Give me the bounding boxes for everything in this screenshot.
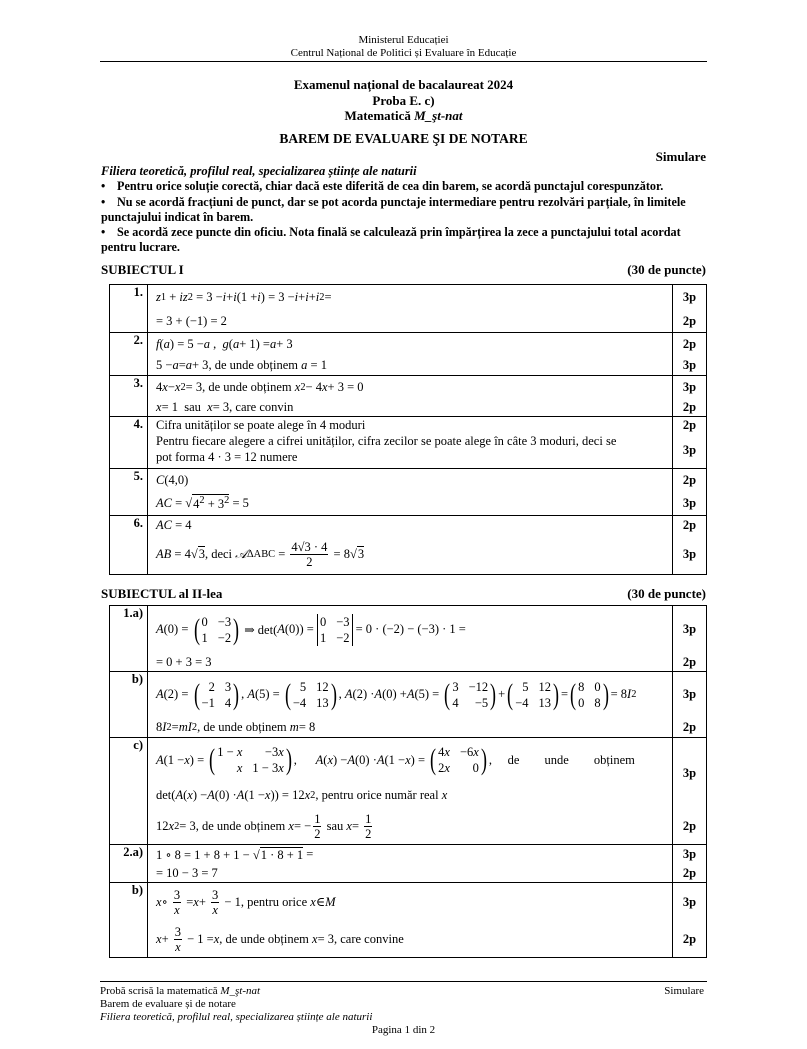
row-points: 3p 2p (673, 285, 707, 333)
row-points: 3p 2p (673, 883, 707, 958)
row-answer: 1 ∘ 8 = 1 + 8 + 1 − √ 1 · 8 + 1 = = 10 − 3 = 7 (148, 845, 673, 883)
row-number: 2.a) (110, 845, 148, 883)
row-points: 3p 2p (673, 672, 707, 738)
row-points: 2p 3p (673, 516, 707, 575)
footer-line-2: Barem de evaluare și de notare (100, 998, 236, 1010)
footer-line-3: Filiera teoretică, profilul real, specializarea științe ale naturii (100, 1011, 373, 1023)
table-row (110, 417, 707, 469)
row-number: b) (110, 672, 148, 738)
row-number: 6. (110, 516, 148, 575)
table-row (110, 672, 707, 738)
row-points: 2p 3p (673, 333, 707, 376)
table-row (110, 376, 707, 417)
row-number: 1.a) (110, 606, 148, 672)
table-row (110, 606, 707, 672)
row-number: 2. (110, 333, 148, 376)
row-answer: AC = 4 AB = 4√ 3 , deci 𝒜 ΔABC = 4√3 · 4 2 = 8√ 3 (148, 516, 673, 575)
ministry-name: Ministerul Educației (358, 34, 449, 46)
row-points: 3p 2p (673, 845, 707, 883)
row-number: 4. (110, 417, 148, 469)
table-row (110, 333, 707, 376)
table-row (110, 738, 707, 845)
row-answer: f ( a ) = 5 − a , g ( a + 1) = a + 3 5 − a = a + 3 , de unde obținem a = 1 (148, 333, 673, 376)
row-answer: A (2) = ( 2 3 −1 4 ) , A (5) = ( 5 12 −4 13 ) , A (2) · A (0) + A (5) = ( 3 −12 4 −5 ) + ( 5 12 −4 13 ) = ( 8 0 0 8 ) = 8 I 2 8 I 2 = mI 2 , de unde obținem m = 8 (148, 672, 673, 738)
table-row (110, 285, 707, 333)
footer-line-1: Probă scrisă la matematică M_şt-nat (100, 985, 261, 997)
s1-table (109, 284, 707, 575)
header-rule (100, 61, 707, 62)
row-answer: 4 x − x 2 = 3 , de unde obținem x 2 − 4 x + 3 = 0 x = 1 sau x = 3 , care convin (148, 376, 673, 417)
exam-title: Examenul național de bacalaureat 2024 (293, 77, 514, 92)
table-row (110, 516, 707, 575)
table-row (110, 845, 707, 883)
center-name: Centrul Național de Politici și Evaluare în Educație (290, 47, 517, 59)
bullet-1: • Pentru orice soluție corectă, chiar dacă este diferită de cea din barem, se acordă punctajul corespunzător. (101, 179, 664, 193)
row-number: 1. (110, 285, 148, 333)
row-number: 5. (110, 469, 148, 516)
row-points: 2p 3p (673, 469, 707, 516)
footer-rule (100, 981, 707, 982)
row-answer: A (1 − x ) = ( 1 − x −3x x 1 − 3x ) , A ( x ) − A (0) · A (1 − x ) = ( 4x −6x 2x 0 ) , de unde obținem det( A ( x ) − A (0) · A (1 − x )) = 12 x 2 , pentru orice număr real x 12 x 2 = 3 , de unde obținem x = − 1 2 sau x = 1 2 (148, 738, 673, 845)
row-number: c) (110, 738, 148, 845)
table-row (110, 883, 707, 958)
subject-profile: M_şt-nat (414, 108, 463, 123)
s2-title: SUBIECTUL al II-lea (101, 586, 223, 601)
row-points: 3p 2p (673, 738, 707, 845)
table-row (110, 469, 707, 516)
row-answer: x ∘ 3 x = x + 3 x − 1 , pentru orice x ∈ M x + 3 x − 1 = x , de unde obținem x = 3 , care convine (148, 883, 673, 958)
subject-title: Matematică M_şt-nat (344, 108, 463, 123)
proba-title: Proba E. c) (372, 93, 435, 108)
bullet-3: • Se acordă zece puncte din oficiu. Nota finală se calculează prin împărțirea la zece a punctajului total acordat pentru lucrare. (101, 225, 681, 254)
simulare-label: Simulare (655, 149, 706, 164)
bullet-2: • Nu se acordă fracțiuni de punct, dar se pot acorda punctaje intermediare pentru rezolvări parțiale, în limitele punctajului indicat în barem. (101, 195, 686, 224)
row-number: 3. (110, 376, 148, 417)
s2-table (109, 605, 707, 958)
page-number: Pagina 1 din 2 (371, 1024, 436, 1036)
s1-title: SUBIECTUL I (101, 262, 184, 277)
row-points: 3p 2p (673, 606, 707, 672)
s1-points: (30 de puncte) (627, 262, 706, 277)
row-points: 3p 2p (673, 376, 707, 417)
row-answer: C (4,0) AC = √ $4^2 + 3^2$ = 5 (148, 469, 673, 516)
filiera-line: Filiera teoretică, profilul real, specializarea științe ale naturii (101, 164, 417, 178)
row-answer: Cifra unităților se poate alege în 4 moduri Pentru fiecare alegere a cifrei unităților, cifra zecilor se poate alege în câte 3 moduri, deci se pot forma 4 · 3 = 12 numere (148, 417, 673, 469)
s2-points: (30 de puncte) (627, 586, 706, 601)
row-points: 2p 3p (673, 417, 707, 469)
barem-title: BAREM DE EVALUARE ŞI DE NOTARE (279, 131, 528, 146)
footer-simulare: Simulare (664, 985, 704, 997)
row-answer: z 1 + iz 2 = 3 − i + i (1 + i ) = 3 − i + i + i 2 = = 3 + (−1) = 2 (148, 285, 673, 333)
row-answer: A (0) = ( 0 −3 1 −2 ) ⇒ det( A (0)) = 0 −3 1 −2 = 0 · (−2) − (−3) · 1 = = 0 + 3 = 3 (148, 606, 673, 672)
row-number: b) (110, 883, 148, 958)
